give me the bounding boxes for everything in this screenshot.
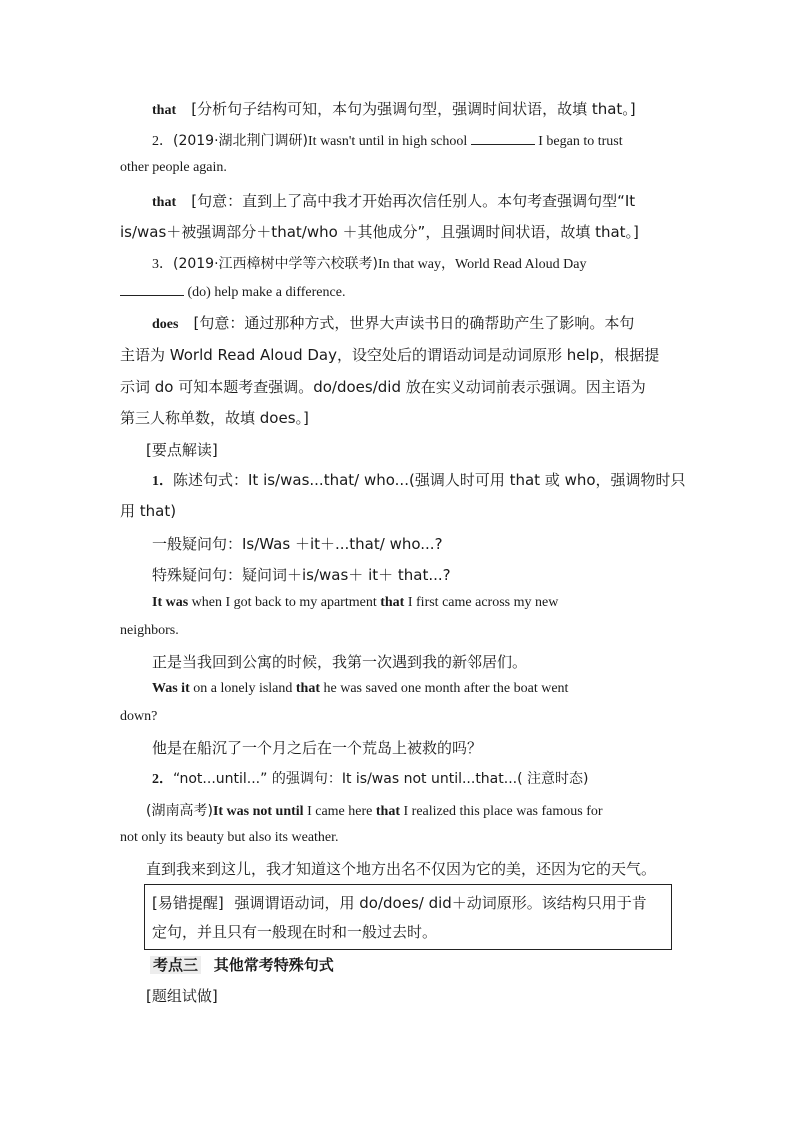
q2-explanation-1: [句意：直到上了高中我才开始再次信任别人。本句考查强调句型“It: [191, 192, 636, 210]
q3-explanation-2: 主语为 World Read Aloud Day，设空处后的谓语动词是动词原形 help，根据提: [120, 346, 660, 364]
q3-explanation-1: [句意：通过那种方式，世界大声读书日的确帮助产生了影响。本句: [193, 314, 635, 332]
example-2-translation: 他是在船沉了一个月之后在一个荒岛上被救的吗？: [152, 739, 483, 757]
q3-stem-cont: [120, 283, 345, 301]
q2-answer-line: [152, 190, 635, 211]
example-1-cont: neighbors.: [120, 623, 179, 638]
warning-label: [易错提醒]: [152, 894, 224, 912]
point-2-text: “not...until...” 的强调句：It is/was not until...that...( 注意时态): [173, 771, 589, 787]
example-3-cont: not only its beauty but also its weather.: [120, 830, 339, 845]
section-3-title: 其他常考特殊句式: [213, 956, 334, 974]
q2-source: (2019·湖北荆门调研): [173, 133, 309, 149]
section-3-heading: [150, 954, 334, 975]
point-1-text: 陈述句式：It is/was...that/ who...(强调人时可用 that 或 who，强调物时只: [173, 471, 686, 489]
point-1-line: [152, 469, 686, 490]
example-2-bold-b: that: [295, 681, 321, 696]
q2-stem-cont: other people again.: [120, 160, 227, 175]
point-1-cont: 用 that): [120, 502, 177, 520]
q2-number: 2．: [152, 134, 173, 149]
example-1-end: I first came across my new: [404, 595, 559, 610]
q3-explanation-3: 示词 do 可知本题考查强调。do/does/did 放在实义动词前表示强调。因主语为: [120, 378, 646, 396]
special-question: 特殊疑问句：疑问词＋is/was＋ it＋ that...?: [152, 566, 451, 584]
point-2-number: 2．: [152, 772, 173, 787]
q1-answer: that: [152, 103, 177, 118]
q3-answer: does: [152, 317, 179, 332]
example-3-line: [146, 800, 603, 820]
q3-answer-line: [152, 312, 634, 333]
example-2-mid: on a lonely island: [189, 681, 296, 696]
q3-stem-b: (do) help make a difference.: [187, 285, 346, 300]
example-2-line: [152, 681, 568, 697]
example-3-source: (湖南高考): [146, 803, 213, 819]
key-points-heading: [要点解读]: [146, 441, 218, 459]
q3-stem-a: In that way，World Read Aloud Day: [378, 257, 587, 272]
example-3-bold-b: that: [375, 804, 400, 819]
q2-stem-a: It wasn't until in high school: [308, 134, 468, 149]
general-question: 一般疑问句：Is/Was ＋it＋...that/ who...?: [152, 535, 443, 553]
example-3-bold-a: It was not until: [212, 804, 304, 819]
section-3-tag: 考点三: [150, 956, 201, 974]
example-1-bold-a: It was: [152, 595, 189, 610]
q2-stem-line: [152, 130, 623, 150]
warning-line-1: [152, 892, 647, 913]
warning-line-2: 定句，并且只有一般现在时和一般过去时。: [152, 923, 438, 941]
example-1-mid: when I got back to my apartment: [188, 595, 381, 610]
q2-blank: [471, 132, 535, 145]
example-3-end: I realized this place was famous for: [400, 804, 603, 819]
q3-source: (2019·江西樟树中学等六校联考): [173, 256, 379, 272]
example-1-line: [152, 595, 558, 611]
q3-stem-line: [152, 253, 586, 273]
q1-explanation: [分析句子结构可知，本句为强调句型，强调时间状语，故填 that。]: [191, 100, 636, 118]
q2-stem-b: I began to trust: [538, 134, 623, 149]
example-2-cont: down?: [120, 709, 158, 724]
q1-answer-line: [152, 98, 636, 119]
example-2-bold-a: Was it: [152, 681, 190, 696]
example-1-translation: 正是当我回到公寓的时候，我第一次遇到我的新邻居们。: [152, 653, 528, 671]
example-3-translation: 直到我来到这儿，我才知道这个地方出名不仅因为它的美，还因为它的天气。: [146, 860, 657, 878]
section-3-subheading: [题组试做]: [146, 987, 218, 1005]
q3-number: 3．: [152, 257, 173, 272]
example-2-end: he was saved one month after the boat went: [320, 681, 569, 696]
point-2-line: [152, 768, 588, 788]
q2-answer: that: [152, 195, 177, 210]
warning-text-1: 强调谓语动词，用 do/does/ did＋动词原形。该结构只用于肯: [234, 894, 647, 912]
q3-explanation-4: 第三人称单数，故填 does。]: [120, 409, 309, 427]
example-1-bold-b: that: [380, 595, 405, 610]
point-1-number: 1．: [152, 474, 173, 489]
example-3-mid: I came here: [303, 804, 376, 819]
q2-explanation-2: is/was＋被强调部分＋that/who ＋其他成分”，且强调时间状语，故填 that。]: [120, 223, 639, 241]
q3-blank: [120, 283, 184, 296]
